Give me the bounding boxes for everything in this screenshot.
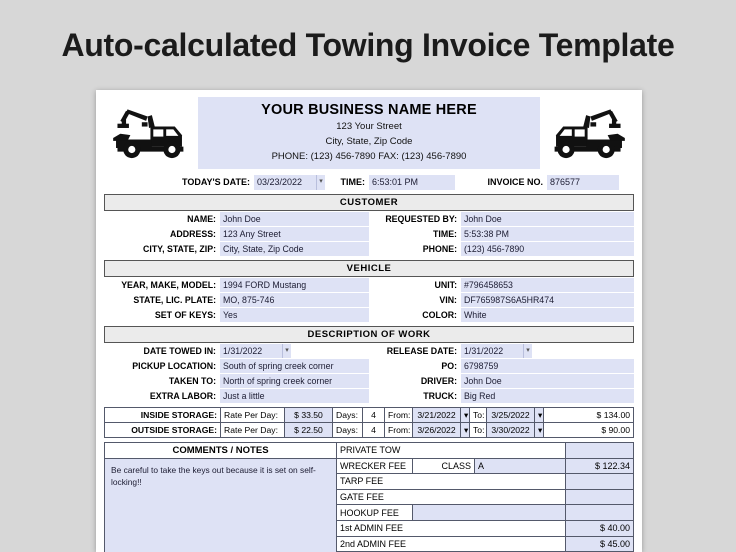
tow-truck-icon-left bbox=[106, 102, 192, 164]
requested-by-input[interactable]: John Doe bbox=[461, 212, 634, 226]
pickup-location-row bbox=[104, 359, 369, 373]
inside-storage-from-label: From: bbox=[385, 408, 413, 423]
todays-date-input[interactable]: 03/23/2022 bbox=[254, 175, 316, 190]
customer-address-input[interactable]: 123 Any Street bbox=[220, 227, 369, 241]
table-row bbox=[337, 443, 634, 459]
release-date-spinner-icon[interactable]: ▾ bbox=[523, 344, 532, 358]
outside-storage-to-input[interactable]: 3/30/2022 bbox=[487, 423, 535, 438]
date-towed-in-row bbox=[104, 344, 369, 358]
todays-date-label: TODAY'S DATE: bbox=[182, 177, 250, 187]
truck-input[interactable]: Big Red bbox=[461, 389, 634, 403]
table-row bbox=[337, 505, 634, 521]
table-row bbox=[337, 536, 634, 552]
table-row bbox=[105, 408, 634, 423]
customer-left-column bbox=[104, 211, 369, 256]
vehicle-vin-row bbox=[369, 293, 634, 307]
table-row bbox=[337, 458, 634, 474]
truck-label: TRUCK: bbox=[423, 391, 457, 401]
page-title-bar bbox=[0, 0, 736, 90]
taken-to-input[interactable]: North of spring creek corner bbox=[220, 374, 369, 388]
vehicle-ymm-row bbox=[104, 278, 369, 292]
vehicle-vin-label: VIN: bbox=[439, 295, 457, 305]
customer-name-label: NAME: bbox=[187, 214, 216, 224]
customer-time-label: TIME: bbox=[433, 229, 457, 239]
inside-storage-total: $ 134.00 bbox=[544, 408, 634, 423]
customer-phone-row bbox=[369, 242, 634, 256]
outside-storage-rate-label: Rate Per Day: bbox=[221, 423, 285, 438]
outside-storage-to-label: To: bbox=[470, 423, 487, 438]
work-section bbox=[104, 343, 634, 403]
fees-table bbox=[336, 442, 634, 552]
customer-time-row bbox=[369, 227, 634, 241]
inside-storage-to-label: To: bbox=[470, 408, 487, 423]
vehicle-color-input[interactable]: White bbox=[461, 308, 634, 322]
vehicle-plate-row bbox=[104, 293, 369, 307]
comments-notes-panel bbox=[104, 442, 336, 552]
date-towed-in-spinner-icon[interactable]: ▾ bbox=[282, 344, 291, 358]
first-admin-fee-total: $ 40.00 bbox=[566, 520, 634, 536]
extra-labor-label: EXTRA LABOR: bbox=[149, 391, 216, 401]
table-row bbox=[105, 423, 634, 438]
bottom-section bbox=[104, 442, 634, 552]
hookup-fee-total[interactable] bbox=[566, 505, 634, 521]
business-phone-fax: PHONE: (123) 456-7890 FAX: (123) 456-7890 bbox=[271, 150, 467, 162]
hookup-fee-label: HOOKUP FEE bbox=[337, 505, 413, 521]
wrecker-fee-label: WRECKER FEE bbox=[337, 458, 413, 474]
comments-notes-textarea[interactable]: Be careful to take the keys out because it is set on self-locking!! bbox=[105, 459, 336, 552]
pickup-location-label: PICKUP LOCATION: bbox=[132, 361, 216, 371]
invoice-document bbox=[96, 90, 642, 552]
extra-labor-input[interactable]: Just a little bbox=[220, 389, 369, 403]
inside-storage-label: INSIDE STORAGE: bbox=[105, 408, 221, 423]
private-tow-label: PRIVATE TOW bbox=[337, 443, 566, 459]
release-date-row bbox=[369, 344, 634, 358]
table-row bbox=[337, 489, 634, 505]
outside-storage-from-input[interactable]: 3/26/2022 bbox=[413, 423, 461, 438]
wrecker-fee-class-input[interactable]: A bbox=[475, 458, 566, 474]
extra-labor-row bbox=[104, 389, 369, 403]
invoice-no-label: INVOICE NO. bbox=[487, 177, 543, 187]
vehicle-color-row bbox=[369, 308, 634, 322]
private-tow-total[interactable] bbox=[566, 443, 634, 459]
work-right-column bbox=[369, 343, 634, 403]
release-date-input[interactable]: 1/31/2022 bbox=[461, 344, 523, 358]
table-row bbox=[337, 520, 634, 536]
po-input[interactable]: 6798759 bbox=[461, 359, 634, 373]
vehicle-plate-label: STATE, LIC. PLATE: bbox=[133, 295, 216, 305]
outside-storage-label: OUTSIDE STORAGE: bbox=[105, 423, 221, 438]
wrecker-fee-class-label: CLASS bbox=[413, 458, 475, 474]
invoice-no-input[interactable]: 876577 bbox=[547, 175, 619, 190]
vehicle-left-column bbox=[104, 277, 369, 322]
vehicle-section bbox=[104, 277, 634, 322]
business-name: YOUR BUSINESS NAME HERE bbox=[261, 101, 477, 118]
outside-storage-to-spinner-icon[interactable]: ▾ bbox=[535, 423, 544, 438]
tow-truck-icon-right bbox=[546, 102, 632, 164]
customer-band: CUSTOMER bbox=[104, 194, 634, 211]
inside-storage-rate-label: Rate Per Day: bbox=[221, 408, 285, 423]
first-admin-fee-label: 1st ADMIN FEE bbox=[337, 520, 566, 536]
driver-input[interactable]: John Doe bbox=[461, 374, 634, 388]
outside-storage-total: $ 90.00 bbox=[544, 423, 634, 438]
hookup-fee-input[interactable] bbox=[413, 505, 566, 521]
customer-csz-input[interactable]: City, State, Zip Code bbox=[220, 242, 369, 256]
vehicle-keys-input[interactable]: Yes bbox=[220, 308, 369, 322]
customer-name-row bbox=[104, 212, 369, 226]
todays-date-spinner-icon[interactable]: ▾ bbox=[316, 175, 325, 190]
vehicle-unit-row bbox=[369, 278, 634, 292]
vehicle-plate-input[interactable]: MO, 875-746 bbox=[220, 293, 369, 307]
time-input[interactable]: 6:53:01 PM bbox=[369, 175, 455, 190]
customer-phone-input[interactable]: (123) 456-7890 bbox=[461, 242, 634, 256]
vehicle-band: VEHICLE bbox=[104, 260, 634, 277]
outside-storage-days-input[interactable]: 4 bbox=[363, 423, 385, 438]
tarp-fee-total[interactable] bbox=[566, 474, 634, 490]
vehicle-unit-input[interactable]: #796458653 bbox=[461, 278, 634, 292]
taken-to-row bbox=[104, 374, 369, 388]
po-row bbox=[369, 359, 634, 373]
gate-fee-label: GATE FEE bbox=[337, 489, 566, 505]
page-title: Auto-calculated Towing Invoice Template bbox=[61, 26, 675, 63]
second-admin-fee-total: $ 45.00 bbox=[566, 536, 634, 552]
inside-storage-from-input[interactable]: 3/21/2022 bbox=[413, 408, 461, 423]
vehicle-color-label: COLOR: bbox=[422, 310, 457, 320]
requested-by-row bbox=[369, 212, 634, 226]
letterhead bbox=[104, 96, 634, 170]
comments-notes-header: COMMENTS / NOTES bbox=[105, 443, 336, 459]
vehicle-vin-input[interactable]: DF765987S6A5HR474 bbox=[461, 293, 634, 307]
wrecker-fee-total: $ 122.34 bbox=[566, 458, 634, 474]
customer-csz-label: CITY, STATE, ZIP: bbox=[143, 244, 216, 254]
customer-phone-label: PHONE: bbox=[422, 244, 457, 254]
vehicle-ymm-label: YEAR, MAKE, MODEL: bbox=[121, 280, 216, 290]
table-row bbox=[337, 474, 634, 490]
taken-to-label: TAKEN TO: bbox=[168, 376, 216, 386]
po-label: PO: bbox=[441, 361, 457, 371]
outside-storage-days-label: Days: bbox=[333, 423, 363, 438]
vehicle-ymm-input[interactable]: 1994 FORD Mustang bbox=[220, 278, 369, 292]
driver-label: DRIVER: bbox=[420, 376, 457, 386]
customer-section bbox=[104, 211, 634, 256]
work-band: DESCRIPTION OF WORK bbox=[104, 326, 634, 343]
business-city-state-zip: City, State, Zip Code bbox=[325, 135, 413, 147]
customer-right-column bbox=[369, 211, 634, 256]
release-date-label: RELEASE DATE: bbox=[386, 346, 457, 356]
truck-row bbox=[369, 389, 634, 403]
fees-panel bbox=[336, 442, 634, 552]
outside-storage-from-spinner-icon[interactable]: ▾ bbox=[461, 423, 470, 438]
storage-table bbox=[104, 407, 634, 438]
inside-storage-days-input[interactable]: 4 bbox=[363, 408, 385, 423]
outside-storage-rate-input[interactable]: $ 22.50 bbox=[285, 423, 333, 438]
customer-time-input[interactable]: 5:53:38 PM bbox=[461, 227, 634, 241]
date-towed-in-label: DATE TOWED IN: bbox=[143, 346, 216, 356]
work-left-column bbox=[104, 343, 369, 403]
vehicle-keys-row bbox=[104, 308, 369, 322]
tarp-fee-label: TARP FEE bbox=[337, 474, 566, 490]
business-street: 123 Your Street bbox=[336, 121, 402, 133]
outside-storage-from-label: From: bbox=[385, 423, 413, 438]
driver-row bbox=[369, 374, 634, 388]
customer-csz-row bbox=[104, 242, 369, 256]
vehicle-unit-label: UNIT: bbox=[434, 280, 457, 290]
inside-storage-to-input[interactable]: 3/25/2022 bbox=[487, 408, 535, 423]
customer-name-input[interactable]: John Doe bbox=[220, 212, 369, 226]
topline bbox=[104, 175, 634, 190]
inside-storage-rate-input[interactable]: $ 33.50 bbox=[285, 408, 333, 423]
inside-storage-to-spinner-icon[interactable]: ▾ bbox=[535, 408, 544, 423]
inside-storage-from-spinner-icon[interactable]: ▾ bbox=[461, 408, 470, 423]
date-towed-in-input[interactable]: 1/31/2022 bbox=[220, 344, 282, 358]
inside-storage-days-label: Days: bbox=[333, 408, 363, 423]
gate-fee-total[interactable] bbox=[566, 489, 634, 505]
customer-address-row bbox=[104, 227, 369, 241]
pickup-location-input[interactable]: South of spring creek corner bbox=[220, 359, 369, 373]
time-label: TIME: bbox=[340, 177, 365, 187]
business-header bbox=[198, 97, 540, 170]
requested-by-label: REQUESTED BY: bbox=[385, 214, 457, 224]
vehicle-right-column bbox=[369, 277, 634, 322]
second-admin-fee-label: 2nd ADMIN FEE bbox=[337, 536, 566, 552]
customer-address-label: ADDRESS: bbox=[170, 229, 216, 239]
vehicle-keys-label: SET OF KEYS: bbox=[154, 310, 216, 320]
